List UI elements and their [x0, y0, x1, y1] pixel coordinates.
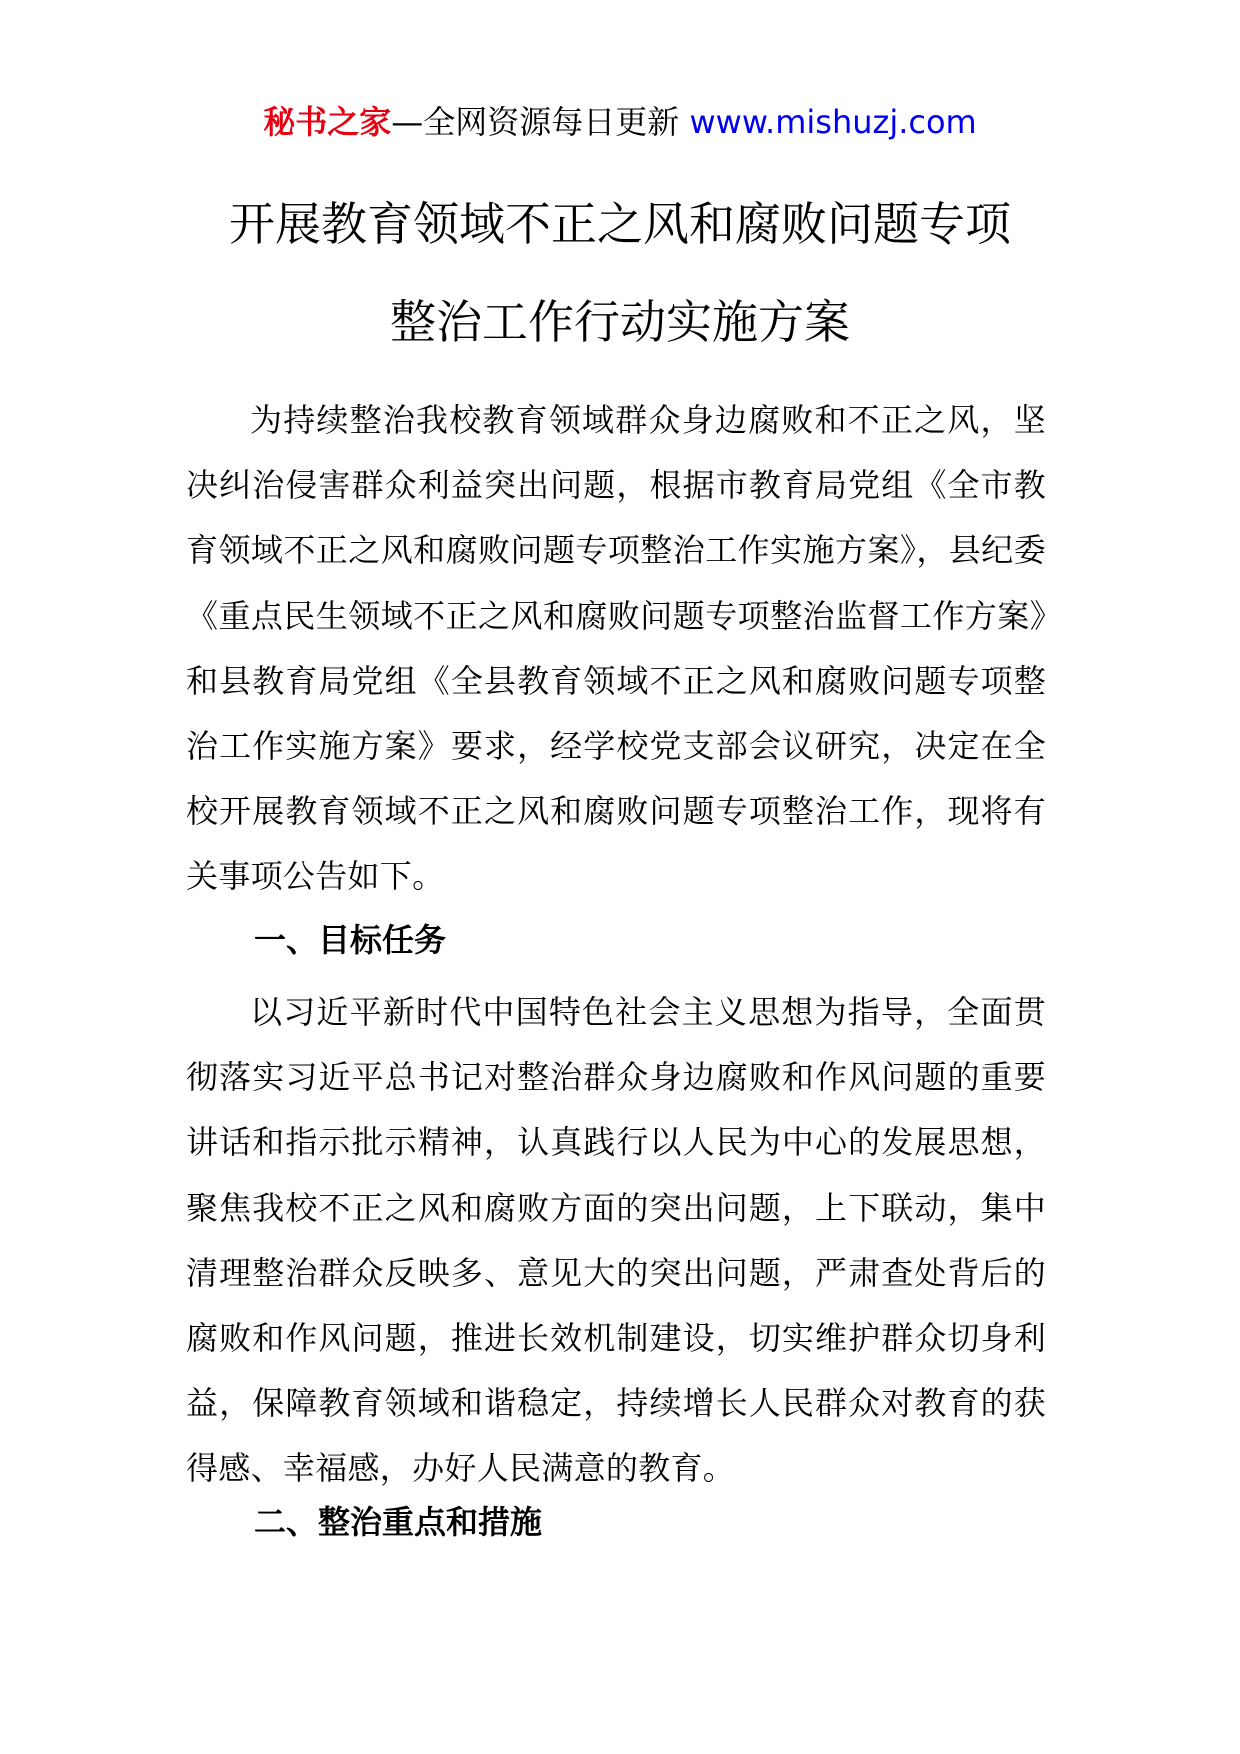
intro-paragraph: 为持续整治我校教育领域群众身边腐败和不正之风，坚决纠治侵害群众利益突出问题，根据市教育局党组《全市教育领域不正之风和腐败问题专项整治工作实施方案》，县纪委《重点民生领域不正之风和腐败问题专项整治监督工作方案》和县教育局党组《全县教育领域不正之风和腐败问题专项整治工作实施方案》要求，经学校党支部会议研究，决定在全校开展教育领域不正之风和腐败问题专项整治工作，现将有关事项公告如下。: [186, 401, 1046, 896]
intro-paragraph-block: [186, 388, 1046, 910]
brand-name: 秘书之家: [263, 103, 392, 141]
site-url-link[interactable]: www.mishuzj.com: [689, 103, 977, 141]
goals-paragraph-block: [186, 980, 1046, 1502]
document-title-line-1: 开展教育领域不正之风和腐败问题专项: [229, 197, 1011, 251]
site-header: [0, 100, 1240, 144]
section-heading-goals: 一、目标任务: [254, 921, 447, 959]
header-tagline: —全网资源每日更新: [391, 103, 690, 141]
section-heading-measures: 二、整治重点和措施: [254, 1503, 543, 1541]
document-title-line-2: 整治工作行动实施方案: [390, 295, 850, 349]
goals-paragraph: 以习近平新时代中国特色社会主义思想为指导，全面贯彻落实习近平总书记对整治群众身边腐败和作风问题的重要讲话和指示批示精神，认真践行以人民为中心的发展思想，聚焦我校不正之风和腐败方面的突出问题，上下联动，集中清理整治群众反映多、意见大的突出问题，严肃查处背后的腐败和作风问题，推进长效机制建设，切实维护群众切身利益，保障教育领域和谐稳定，持续增长人民群众对教育的获得感、幸福感，办好人民满意的教育。: [186, 993, 1046, 1488]
